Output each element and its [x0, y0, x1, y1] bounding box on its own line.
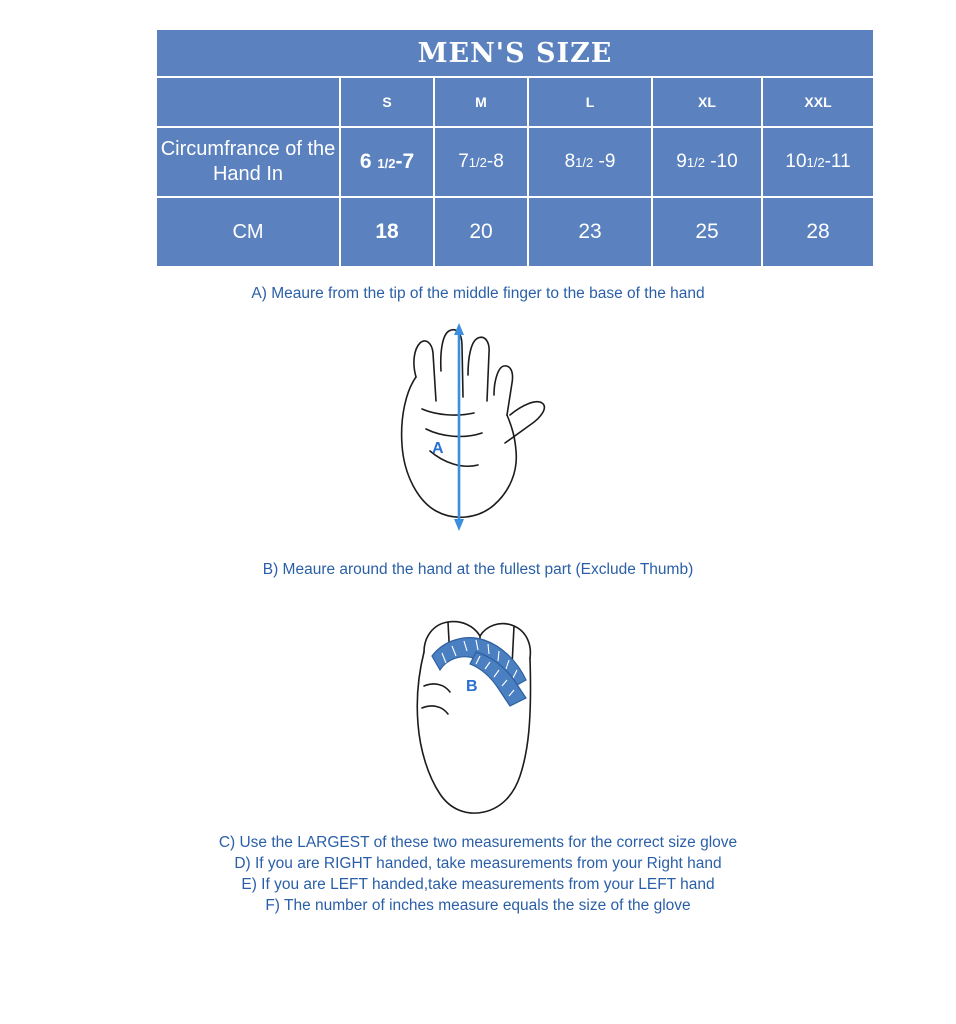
cell-circ-xxl: 101/2-11 [763, 128, 873, 196]
header-blank [157, 78, 339, 126]
table-row [157, 128, 873, 196]
hand-open-icon [370, 305, 590, 555]
cell-cm-m: 20 [435, 198, 527, 266]
hand-fist-illustration [380, 590, 580, 830]
cell-circ-l: 81/2 -9 [529, 128, 651, 196]
table-title: MEN'S SIZE [157, 30, 873, 76]
header-size-xxl: XXL [763, 78, 873, 126]
figure-label-a: A [432, 440, 444, 457]
note-d: D) If you are RIGHT handed, take measurements from your Right hand [234, 855, 722, 872]
caption-measure-b: B) Meaure around the hand at the fullest part (Exclude Thumb) [262, 561, 694, 578]
size-table [155, 28, 875, 268]
size-table-container [155, 28, 875, 268]
hand-fist-icon [380, 590, 580, 830]
table-header-row [157, 78, 873, 126]
note-f: F) The number of inches measure equals the size of the glove [265, 897, 691, 914]
hand-open-illustration [370, 305, 590, 555]
cell-cm-l: 23 [529, 198, 651, 266]
note-c: C) Use the LARGEST of these two measurements for the correct size glove [218, 834, 738, 851]
notes-list [0, 832, 956, 916]
tape-measure-icon [432, 638, 526, 706]
table-title-row [157, 30, 873, 76]
cell-circ-xl: 91/2 -10 [653, 128, 761, 196]
header-size-m: M [435, 78, 527, 126]
row-label-circumference: Circumfrance of the Hand In [157, 128, 339, 196]
cell-cm-xl: 25 [653, 198, 761, 266]
header-size-l: L [529, 78, 651, 126]
cell-cm-xxl: 28 [763, 198, 873, 266]
table-row [157, 198, 873, 266]
caption-measure-a: A) Meaure from the tip of the middle finger to the base of the hand [251, 285, 705, 302]
figure-label-b: B [466, 678, 478, 695]
note-e: E) If you are LEFT handed,take measurements from your LEFT hand [241, 876, 715, 893]
header-size-xl: XL [653, 78, 761, 126]
cell-circ-s: 6 1/2-7 [341, 128, 433, 196]
header-size-s: S [341, 78, 433, 126]
cell-circ-m: 71/2-8 [435, 128, 527, 196]
row-label-cm: CM [157, 198, 339, 266]
cell-cm-s: 18 [341, 198, 433, 266]
